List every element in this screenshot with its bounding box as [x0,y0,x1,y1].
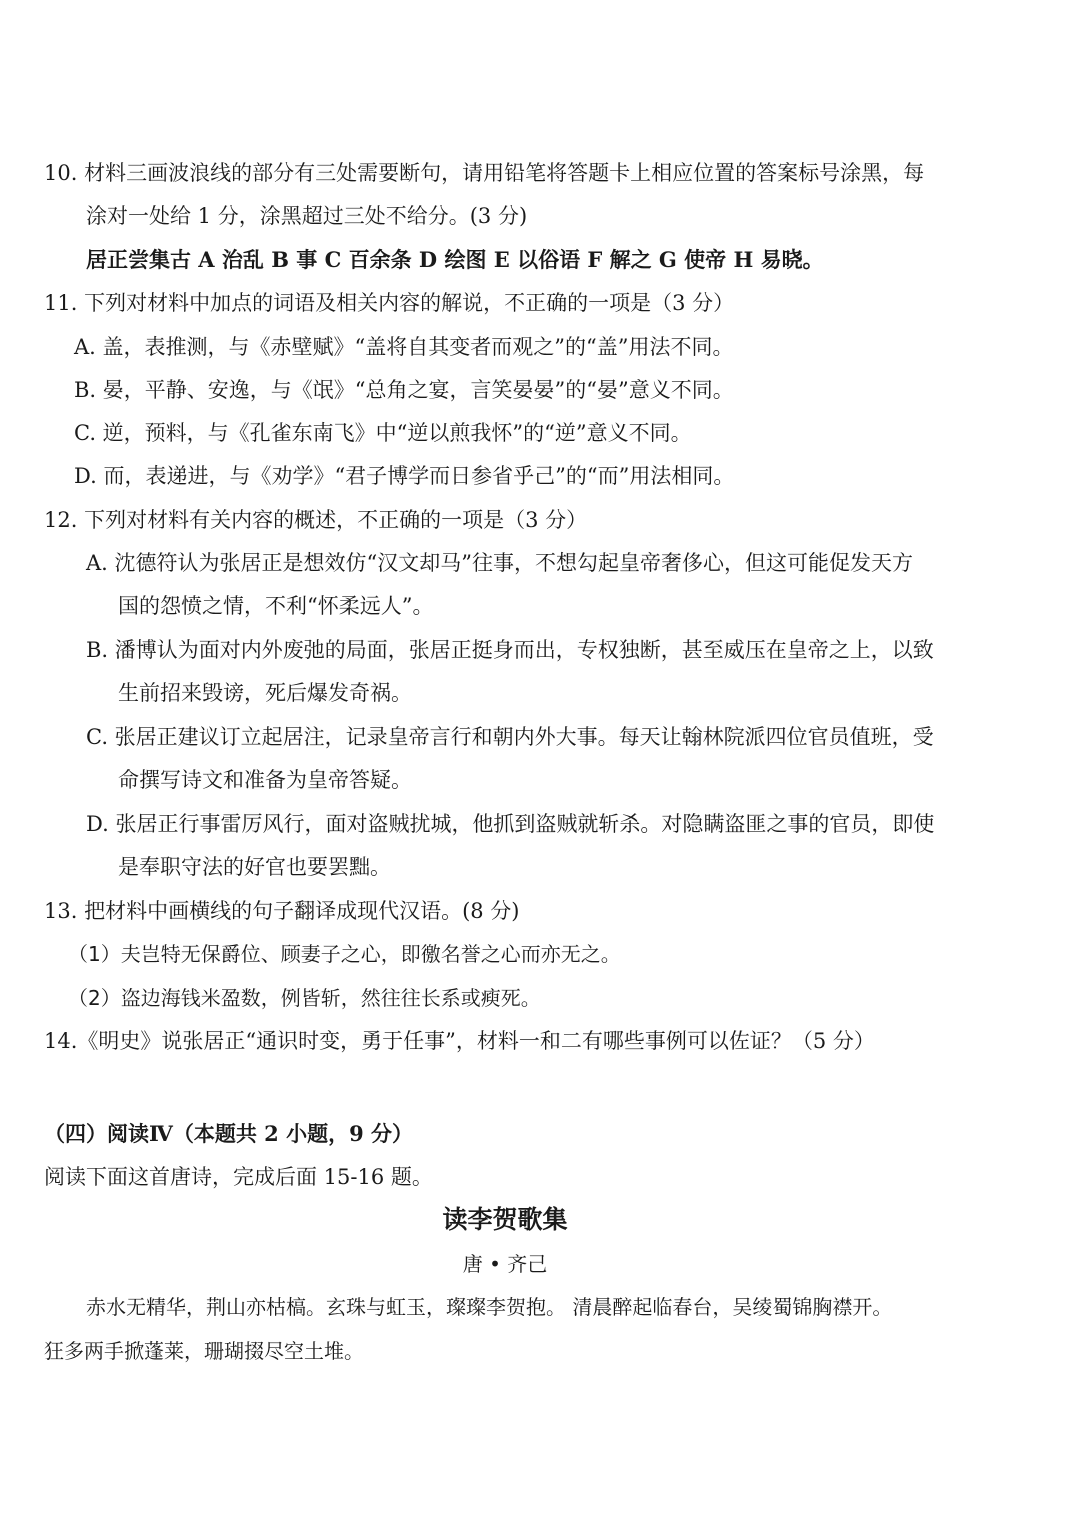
q11-option-b: B. 晏，平静、安逸，与《氓》“总角之宴，言笑晏晏”的“晏”意义不同。 [74,378,734,402]
q12-option-c-line2: 命撰写诗文和准备为皇帝答疑。 [118,768,412,792]
q10-line2: 涂对一处给 1 分，涂黑超过三处不给分。(3 分) [86,204,528,228]
q12-option-b-line1: B. 潘博认为面对内外废弛的局面，张居正挺身而出，专权独断，甚至威压在皇帝之上，以致 [86,638,934,662]
q11-option-a: A. 盖，表推测，与《赤壁赋》“盖将自其变者而观之”的“盖”用法不同。 [74,335,734,359]
q12-option-a-line1: A. 沈德符认为张居正是想效仿“汉文却马”往事，不想勾起皇帝奢侈心，但这可能促发天方 [86,551,913,575]
q13-item-2: （2）盗边海钱米盈数，例皆斩，然往往长系或瘐死。 [68,986,541,1010]
q10-passage: 居正尝集古 A 治乱 B 事 C 百余条 D 绘图 E 以俗语 F 解之 G 使帝 H 易晓。 [86,247,824,272]
q12-option-c-line1: C. 张居正建议订立起居注，记录皇帝言行和朝内外大事。每天让翰林院派四位官员值班，受 [86,725,934,749]
section4-instruction: 阅读下面这首唐诗，完成后面 15-16 题。 [44,1165,433,1189]
q12-option-d-line1: D. 张居正行事雷厉风行，面对盗贼扰城，他抓到盗贼就斩杀。对隐瞒盗匪之事的官员，即使 [86,812,935,836]
poem-line-2: 狂多两手掀蓬莱，珊瑚掇尽空土堆。 [44,1339,364,1363]
q11-stem: 11. 下列对材料中加点的词语及相关内容的解说，不正确的一项是（3 分） [44,291,735,315]
poem-line-1: 赤水无精华，荆山亦枯槁。玄珠与虹玉，璨璨李贺抱。 清晨醉起临春台，吴绫蜀锦胸襟开。 [86,1295,893,1319]
q12-option-a-line2: 国的怨愤之情，不利“怀柔远人”。 [118,594,434,618]
q13-stem: 13. 把材料中画横线的句子翻译成现代汉语。(8 分) [44,899,520,923]
poem-author: 唐 • 齐己 [462,1252,548,1276]
q14-stem: 14.《明史》说张居正“通识时变，勇于任事”，材料一和二有哪些事例可以佐证？（5 分） [44,1029,875,1053]
poem-title: 读李贺歌集 [442,1205,568,1234]
q12-stem: 12. 下列对材料有关内容的概述，不正确的一项是（3 分） [44,508,588,532]
section4-heading: （四）阅读Ⅳ（本题共 2 小题，9 分） [44,1121,413,1146]
q11-option-c: C. 逆，预料，与《孔雀东南飞》中“逆以煎我怀”的“逆”意义不同。 [74,421,692,445]
q13-item-1: （1）夫岂特无保爵位、顾妻子之心，即徼名誉之心而亦无之。 [68,942,621,966]
q10-line1: 10. 材料三画波浪线的部分有三处需要断句，请用铅笔将答题卡上相应位置的答案标号涂黑，每 [44,161,925,185]
q11-option-d: D. 而，表递进，与《劝学》“君子博学而日参省乎己”的“而”用法相同。 [74,464,735,488]
q12-option-b-line2: 生前招来毁谤，死后爆发奇祸。 [118,681,412,705]
q12-option-d-line2: 是奉职守法的好官也要罢黜。 [118,855,391,879]
